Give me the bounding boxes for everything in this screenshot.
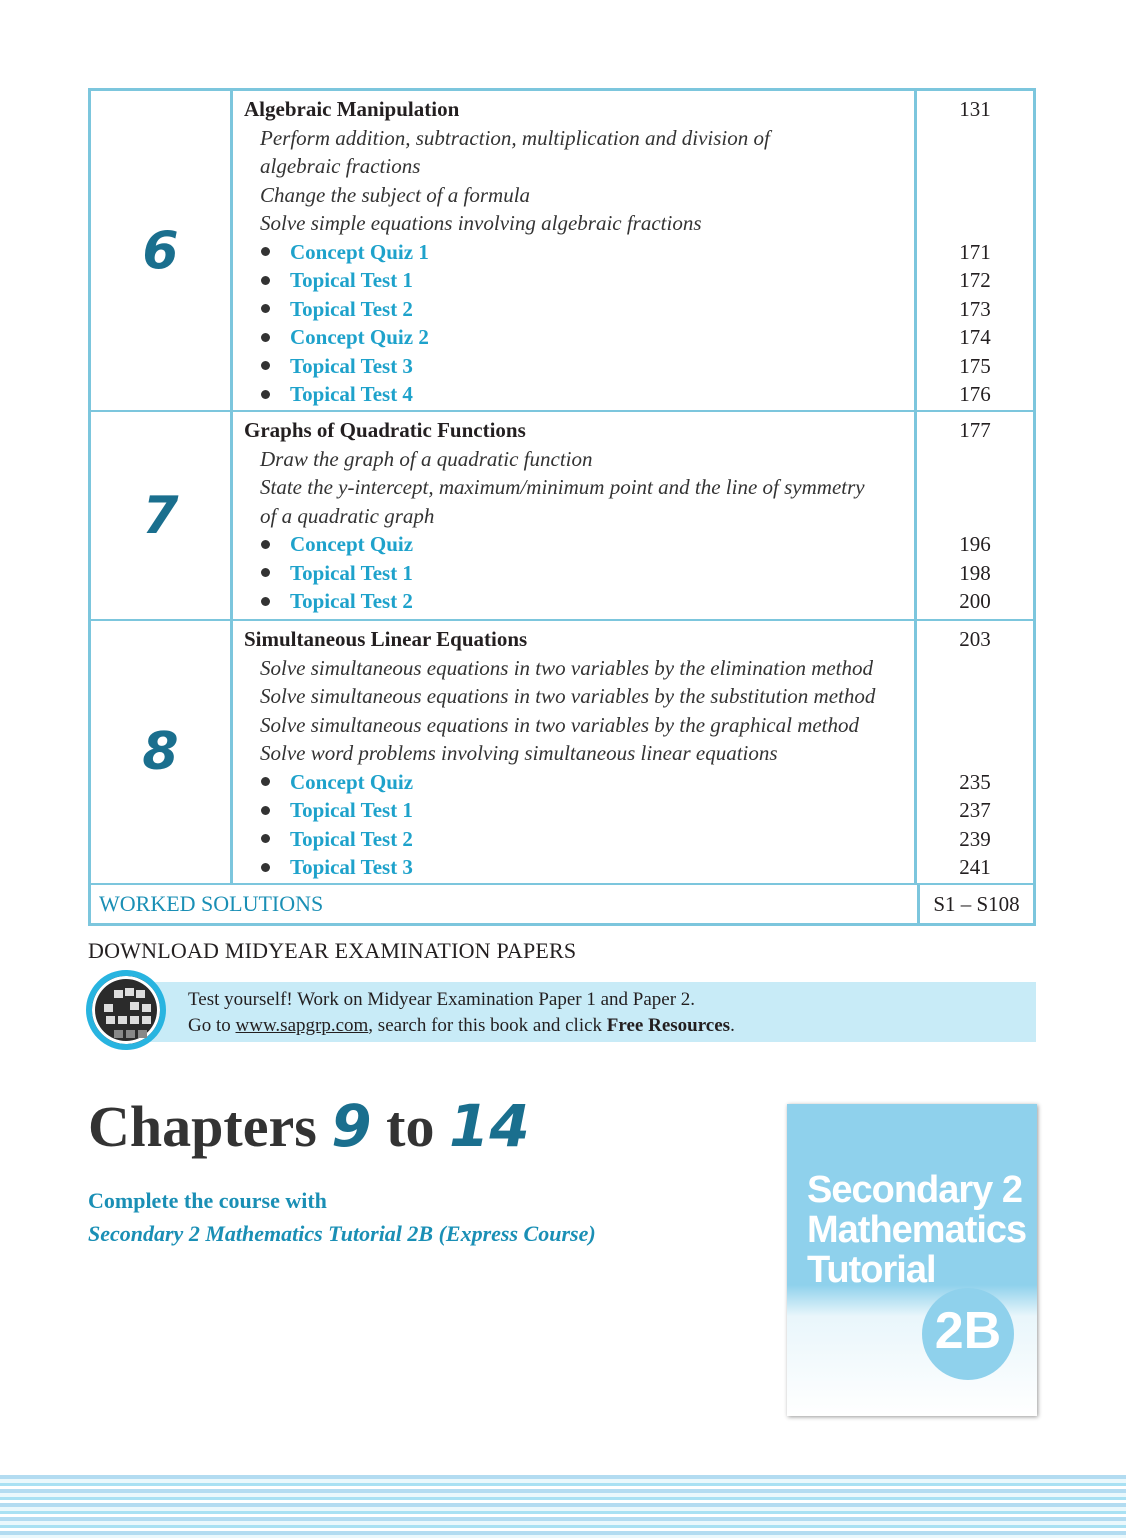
- bullet-icon: [261, 276, 270, 285]
- objective-line: Draw the graph of a quadratic function: [260, 446, 593, 471]
- bullet-icon: [261, 540, 270, 549]
- item-label: Topical Test 2: [290, 296, 413, 321]
- item-page: 172: [959, 268, 991, 292]
- item-label: Topical Test 2: [290, 589, 413, 613]
- bullet-icon: [261, 863, 270, 872]
- text: .: [730, 1015, 735, 1036]
- item-label: Topical Test 4: [290, 382, 413, 406]
- bullet-icon: [261, 777, 270, 786]
- item-label: Concept Quiz 1: [290, 239, 429, 264]
- bullet-icon: [261, 333, 270, 342]
- chapter-title[interactable]: Graphs of Quadratic Functions: [244, 418, 526, 442]
- cover-title-2: Mathematics: [807, 1209, 1027, 1251]
- cover-badge: 2B: [922, 1288, 1014, 1380]
- decorative-stripes: [0, 1475, 1126, 1538]
- chapter-row: [91, 621, 1033, 885]
- worked-solutions-row[interactable]: [91, 885, 1033, 923]
- toc-item[interactable]: [244, 559, 914, 588]
- toc-item[interactable]: [244, 768, 914, 797]
- download-line-2: [188, 1013, 1036, 1039]
- objective-line: Solve simultaneous equations in two variables by the elimination method: [260, 655, 874, 680]
- text: to: [386, 1094, 435, 1159]
- item-label: Topical Test 1: [290, 798, 413, 822]
- toc-item[interactable]: [244, 238, 914, 267]
- item-label: Concept Quiz: [290, 532, 414, 556]
- item-page: 175: [959, 353, 991, 378]
- contents-table: [88, 88, 1036, 926]
- bullet-icon: [261, 361, 270, 370]
- objective-line: Solve word problems involving simultaneous linear equations: [260, 741, 778, 765]
- toc-item[interactable]: [244, 796, 914, 825]
- chapter-number: 8: [91, 621, 233, 883]
- item-page: 171: [959, 239, 991, 264]
- item-label: Topical Test 3: [290, 855, 413, 879]
- chapter-page: 177: [959, 418, 991, 442]
- download-heading: DOWNLOAD MIDYEAR EXAMINATION PAPERS: [88, 938, 577, 963]
- objective-line: State the y-intercept, maximum/minimum point and the line of symmetry: [260, 475, 865, 499]
- download-info-box: [148, 982, 1036, 1042]
- objective-line: Perform addition, subtraction, multiplication and division of: [260, 125, 770, 150]
- item-page: 235: [959, 769, 991, 794]
- cover-title-3: Tutorial: [807, 1249, 936, 1291]
- chapter-page: 203: [959, 627, 991, 651]
- toc-item[interactable]: [244, 530, 914, 559]
- objective-line: Solve simultaneous equations in two variables by the graphical method: [260, 712, 860, 737]
- text: Complete the course with: [88, 1188, 327, 1213]
- chapter-number: 6: [91, 91, 233, 410]
- toc-item[interactable]: [244, 825, 914, 854]
- text: Go to: [188, 1015, 236, 1036]
- item-label: Concept Quiz: [290, 769, 414, 794]
- item-label: Topical Test 1: [290, 268, 413, 292]
- item-label: Topical Test 1: [290, 560, 413, 585]
- toc-item[interactable]: [244, 352, 914, 381]
- objective-line: Solve simultaneous equations in two variables by the substitution method: [260, 684, 876, 708]
- complete-course-text: [88, 1184, 596, 1250]
- book-title: Secondary 2 Mathematics Tutorial 2B (Express Course): [88, 1221, 596, 1246]
- bullet-icon: [261, 304, 270, 313]
- chapters-heading: [88, 1092, 530, 1160]
- chapter-title[interactable]: Simultaneous Linear Equations: [244, 627, 528, 651]
- item-page: 241: [959, 855, 991, 879]
- objective-line: Solve simple equations involving algebraic fractions: [260, 211, 702, 235]
- item-page: 173: [959, 296, 991, 321]
- objective-line: of a quadratic graph: [260, 503, 435, 528]
- item-page: 176: [959, 382, 991, 406]
- chapter-row: [91, 412, 1033, 621]
- item-page: 174: [959, 325, 991, 349]
- bullet-icon: [261, 568, 270, 577]
- item-label: Topical Test 2: [290, 826, 413, 851]
- item-page: 200: [959, 589, 991, 613]
- item-page: 239: [959, 826, 991, 851]
- objective-line: algebraic fractions: [260, 154, 421, 178]
- chapter-row: [91, 91, 1033, 412]
- worked-solutions-label: WORKED SOLUTIONS: [91, 885, 920, 923]
- chapter-page: 131: [959, 97, 991, 121]
- chapter-from: 9: [331, 1092, 372, 1160]
- bullet-icon: [261, 390, 270, 399]
- item-label: Concept Quiz 2: [290, 325, 429, 349]
- bullet-icon: [261, 247, 270, 256]
- toc-item[interactable]: [244, 295, 914, 324]
- item-page: 237: [959, 798, 991, 822]
- download-icon: [86, 970, 166, 1050]
- toc-item[interactable]: [244, 266, 914, 295]
- book-cover-image: [787, 1104, 1037, 1416]
- text: , search for this book and click: [368, 1015, 607, 1036]
- item-page: 198: [959, 560, 991, 585]
- chapter-to: 14: [448, 1092, 530, 1160]
- toc-item[interactable]: [244, 587, 914, 616]
- text: Chapters: [88, 1094, 317, 1159]
- cover-title-1: Secondary 2: [807, 1169, 1022, 1211]
- download-line-1: Test yourself! Work on Midyear Examination Paper 1 and Paper 2.: [188, 989, 696, 1010]
- toc-item[interactable]: [244, 853, 914, 882]
- chapter-number: 7: [91, 412, 233, 619]
- toc-item[interactable]: [244, 323, 914, 352]
- free-resources-text: Free Resources: [606, 1015, 731, 1036]
- item-page: 196: [959, 532, 991, 556]
- bullet-icon: [261, 806, 270, 815]
- sapgrp-link[interactable]: www.sapgrp.com: [235, 1015, 369, 1036]
- worked-solutions-pages: S1 – S108: [933, 891, 1020, 916]
- objective-line: Change the subject of a formula: [260, 182, 531, 207]
- bullet-icon: [261, 834, 270, 843]
- toc-item[interactable]: [244, 380, 914, 409]
- bullet-icon: [261, 597, 270, 606]
- chapter-title[interactable]: Algebraic Manipulation: [244, 97, 460, 121]
- item-label: Topical Test 3: [290, 353, 413, 378]
